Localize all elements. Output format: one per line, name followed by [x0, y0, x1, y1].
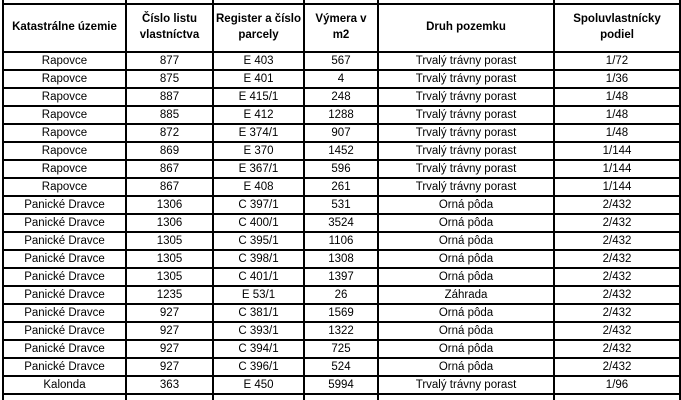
cell: Trvalý trávny porast [378, 88, 554, 106]
cell: E 415/1 [213, 88, 304, 106]
cell: Panické Dravce [3, 214, 126, 232]
cell: 2/432 [554, 286, 680, 304]
cell: Záhrada [378, 286, 554, 304]
cell: C 395/1 [213, 232, 304, 250]
cell: 4 [304, 70, 378, 88]
cell: Rapovce [3, 178, 126, 196]
cell: E 367/1 [213, 160, 304, 178]
cell: 1306 [126, 214, 213, 232]
cell: Rapovce [3, 124, 126, 142]
cropped-cell [378, 394, 554, 400]
cell: 1306 [126, 196, 213, 214]
table-row [3, 106, 680, 124]
cell: 1305 [126, 268, 213, 286]
cell: Orná pôda [378, 214, 554, 232]
cell: Orná pôda [378, 232, 554, 250]
table-row [3, 268, 680, 286]
cell: 1/144 [554, 142, 680, 160]
cell: 927 [126, 358, 213, 376]
table-row [3, 124, 680, 142]
cell: Panické Dravce [3, 304, 126, 322]
column-header: Výmera v m2 [304, 4, 378, 52]
cell: E 403 [213, 52, 304, 70]
cell: 1397 [304, 268, 378, 286]
column-header: Číslo listu vlastníctva [126, 4, 213, 52]
cell: 1/72 [554, 52, 680, 70]
cell: 1/144 [554, 178, 680, 196]
cell: 1/96 [554, 376, 680, 394]
cell: 1/48 [554, 124, 680, 142]
cell: Orná pôda [378, 340, 554, 358]
cell: Panické Dravce [3, 340, 126, 358]
cell: C 397/1 [213, 196, 304, 214]
cell: 869 [126, 142, 213, 160]
cell: 2/432 [554, 340, 680, 358]
cell: 1305 [126, 232, 213, 250]
table-row [3, 250, 680, 268]
cell: 1288 [304, 106, 378, 124]
cropped-cell [126, 394, 213, 400]
cell: 2/432 [554, 250, 680, 268]
cell: E 408 [213, 178, 304, 196]
cropped-row-bottom [3, 394, 680, 400]
table-row [3, 304, 680, 322]
cell: Orná pôda [378, 304, 554, 322]
cell: C 398/1 [213, 250, 304, 268]
cell: Orná pôda [378, 322, 554, 340]
cell: Panické Dravce [3, 268, 126, 286]
cell: E 53/1 [213, 286, 304, 304]
cell: E 370 [213, 142, 304, 160]
column-header: Spoluvlastnícky podiel [554, 4, 680, 52]
cell: 1305 [126, 250, 213, 268]
cell: Rapovce [3, 142, 126, 160]
cell: 877 [126, 52, 213, 70]
cell: 927 [126, 322, 213, 340]
table-row [3, 142, 680, 160]
cell: Trvalý trávny porast [378, 70, 554, 88]
cell: Orná pôda [378, 358, 554, 376]
cell: 2/432 [554, 304, 680, 322]
cell: 867 [126, 178, 213, 196]
cell: C 396/1 [213, 358, 304, 376]
cell: Trvalý trávny porast [378, 376, 554, 394]
table-row [3, 88, 680, 106]
cell: E 412 [213, 106, 304, 124]
cell: Trvalý trávny porast [378, 52, 554, 70]
column-header: Register a číslo parcely [213, 4, 304, 52]
cell: 1452 [304, 142, 378, 160]
cell: 1106 [304, 232, 378, 250]
cell: 927 [126, 304, 213, 322]
cell: 875 [126, 70, 213, 88]
cell: Trvalý trávny porast [378, 160, 554, 178]
cell: C 393/1 [213, 322, 304, 340]
cell: 1/36 [554, 70, 680, 88]
land-parcels-table [2, 0, 681, 400]
cell: Panické Dravce [3, 232, 126, 250]
cell: 907 [304, 124, 378, 142]
cell: Orná pôda [378, 250, 554, 268]
table-row [3, 286, 680, 304]
cropped-cell [213, 394, 304, 400]
cell: Orná pôda [378, 196, 554, 214]
cell: 885 [126, 106, 213, 124]
cell: Rapovce [3, 160, 126, 178]
table-row [3, 322, 680, 340]
cell: 524 [304, 358, 378, 376]
table-row [3, 232, 680, 250]
table-row [3, 178, 680, 196]
column-header: Katastrálne územie [3, 4, 126, 52]
cell: Rapovce [3, 88, 126, 106]
cropped-cell [3, 394, 126, 400]
cell: 872 [126, 124, 213, 142]
cell: Panické Dravce [3, 196, 126, 214]
cell: 261 [304, 178, 378, 196]
cell: 248 [304, 88, 378, 106]
header-row [3, 4, 680, 52]
cell: Trvalý trávny porast [378, 178, 554, 196]
table-row [3, 340, 680, 358]
cell: 5994 [304, 376, 378, 394]
table-row [3, 214, 680, 232]
cell: 567 [304, 52, 378, 70]
cell: Trvalý trávny porast [378, 142, 554, 160]
cell: Panické Dravce [3, 358, 126, 376]
cropped-cell [554, 394, 680, 400]
cell: C 400/1 [213, 214, 304, 232]
cell: 2/432 [554, 358, 680, 376]
cell: C 401/1 [213, 268, 304, 286]
cell: 2/432 [554, 268, 680, 286]
cell: 1/48 [554, 106, 680, 124]
cell: 1569 [304, 304, 378, 322]
cell: 725 [304, 340, 378, 358]
cell: Trvalý trávny porast [378, 106, 554, 124]
cell: E 374/1 [213, 124, 304, 142]
cell: 887 [126, 88, 213, 106]
cell: 1308 [304, 250, 378, 268]
table-row [3, 52, 680, 70]
table-row [3, 70, 680, 88]
table-row [3, 376, 680, 394]
cell: 26 [304, 286, 378, 304]
cell: 1235 [126, 286, 213, 304]
cropped-cell [304, 394, 378, 400]
cell: 3524 [304, 214, 378, 232]
cell: Kalonda [3, 376, 126, 394]
cell: 2/432 [554, 196, 680, 214]
cell: Trvalý trávny porast [378, 124, 554, 142]
cell: 1/144 [554, 160, 680, 178]
cell: E 401 [213, 70, 304, 88]
column-header: Druh pozemku [378, 4, 554, 52]
cell: 867 [126, 160, 213, 178]
cell: 2/432 [554, 214, 680, 232]
table-row [3, 358, 680, 376]
cell: Rapovce [3, 52, 126, 70]
cell: 1/48 [554, 88, 680, 106]
cell: C 394/1 [213, 340, 304, 358]
cell: Panické Dravce [3, 322, 126, 340]
cell: Panické Dravce [3, 250, 126, 268]
cell: 927 [126, 340, 213, 358]
table-row [3, 160, 680, 178]
cell: 2/432 [554, 232, 680, 250]
cell: E 450 [213, 376, 304, 394]
cell: Orná pôda [378, 268, 554, 286]
cell: Panické Dravce [3, 286, 126, 304]
cell: 596 [304, 160, 378, 178]
cell: Rapovce [3, 106, 126, 124]
cell: Rapovce [3, 70, 126, 88]
table-row [3, 196, 680, 214]
cell: C 381/1 [213, 304, 304, 322]
cell: 531 [304, 196, 378, 214]
cell: 1322 [304, 322, 378, 340]
cell: 2/432 [554, 322, 680, 340]
cell: 363 [126, 376, 213, 394]
